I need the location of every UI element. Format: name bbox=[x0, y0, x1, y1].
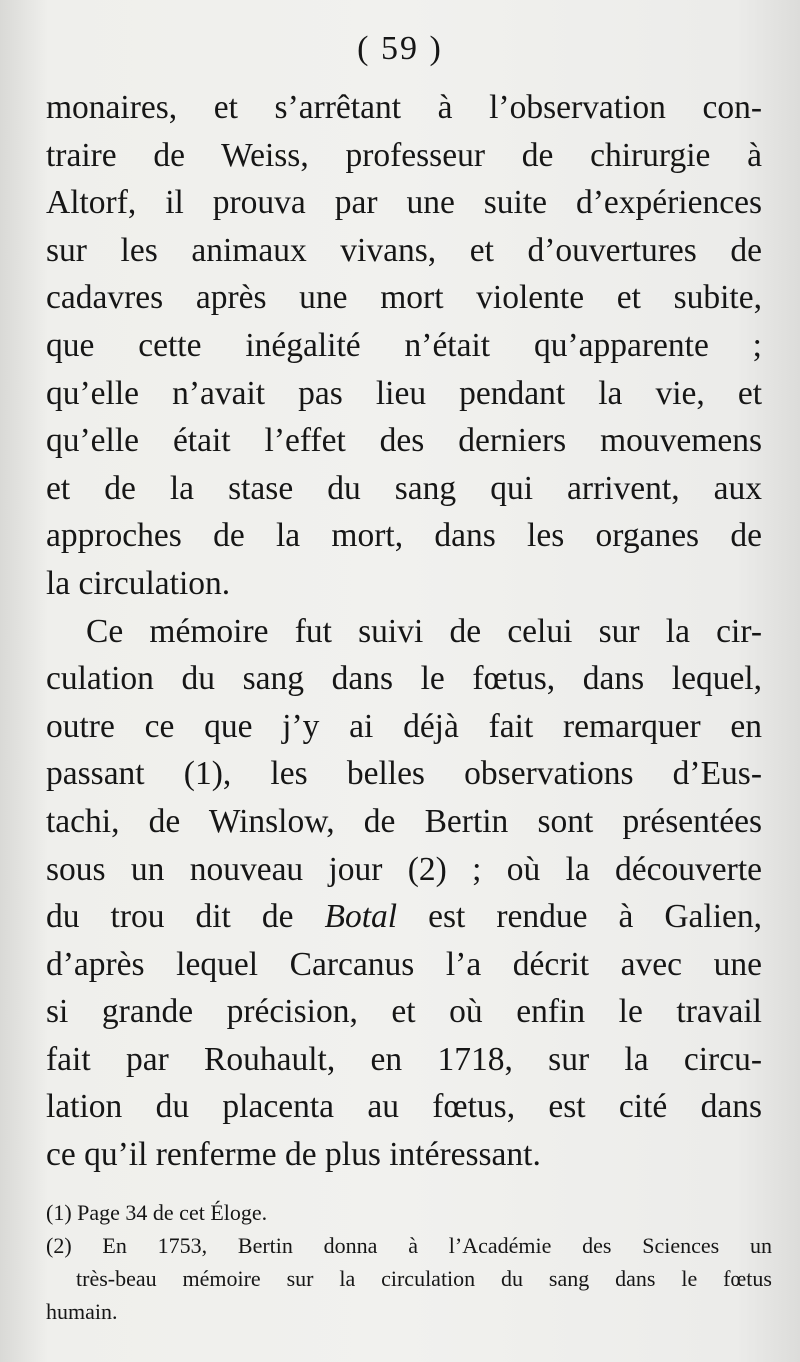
text-segment: est rendue à Galien, bbox=[428, 898, 763, 936]
text-line: lation du placenta au fœtus, est cité dans bbox=[46, 1088, 762, 1126]
text-line: passant (1), les belles observations d’Eus- bbox=[46, 755, 762, 793]
text-line: culation du sang dans le fœtus, dans lequel, bbox=[46, 660, 762, 698]
footnote-2: (2) En 1753, Bertin donna à l’Académie des Sciences un bbox=[46, 1233, 772, 1258]
body-text bbox=[46, 84, 762, 1179]
text-line: traire de Weiss, professeur de chirurgie à bbox=[46, 136, 762, 174]
text-line: outre ce que j’y ai déjà fait remarquer en bbox=[46, 707, 762, 745]
text-line: monaires, et s’arrêtant à l’observation con- bbox=[46, 89, 762, 126]
text-line: Altorf, il prouva par une suite d’expériences bbox=[46, 184, 762, 222]
text-line: que cette inégalité n’était qu’apparente ; bbox=[46, 326, 762, 364]
page-number: ( 59 ) bbox=[357, 30, 443, 67]
footnotes bbox=[46, 1196, 772, 1328]
italic-name: Botal bbox=[324, 898, 398, 936]
footnote-1: (1) Page 34 de cet Éloge. bbox=[46, 1200, 268, 1225]
text-line: sur les animaux vivans, et d’ouvertures de bbox=[46, 231, 762, 269]
text-line: cadavres après une mort violente et subite, bbox=[46, 279, 762, 317]
text-segment: du trou dit de bbox=[46, 898, 294, 936]
text-line: si grande précision, et où enfin le travail bbox=[46, 993, 762, 1031]
footnote-2-continued: humain. bbox=[46, 1299, 118, 1324]
text-line: approches de la mort, dans les organes de bbox=[46, 517, 762, 555]
text-line-with-italic bbox=[46, 893, 762, 941]
text-line: qu’elle n’avait pas lieu pendant la vie, et bbox=[46, 374, 762, 412]
text-line: et de la stase du sang qui arrivent, aux bbox=[46, 469, 762, 507]
footnote-2-continued: très-beau mémoire sur la circulation du sang dans le fœtus bbox=[76, 1266, 772, 1291]
text-line: d’après lequel Carcanus l’a décrit avec une bbox=[46, 945, 762, 983]
text-line: Ce mémoire fut suivi de celui sur la cir- bbox=[86, 612, 762, 650]
text-line: tachi, de Winslow, de Bertin sont présentées bbox=[46, 802, 762, 840]
text-line: ce qu’il renferme de plus intéressant. bbox=[46, 1136, 541, 1174]
text-line: la circulation. bbox=[46, 564, 231, 602]
text-line: qu’elle était l’effet des derniers mouvemens bbox=[46, 422, 762, 460]
text-line: sous un nouveau jour (2) ; où la découverte bbox=[46, 850, 762, 888]
text-line: fait par Rouhault, en 1718, sur la circu- bbox=[46, 1040, 762, 1078]
